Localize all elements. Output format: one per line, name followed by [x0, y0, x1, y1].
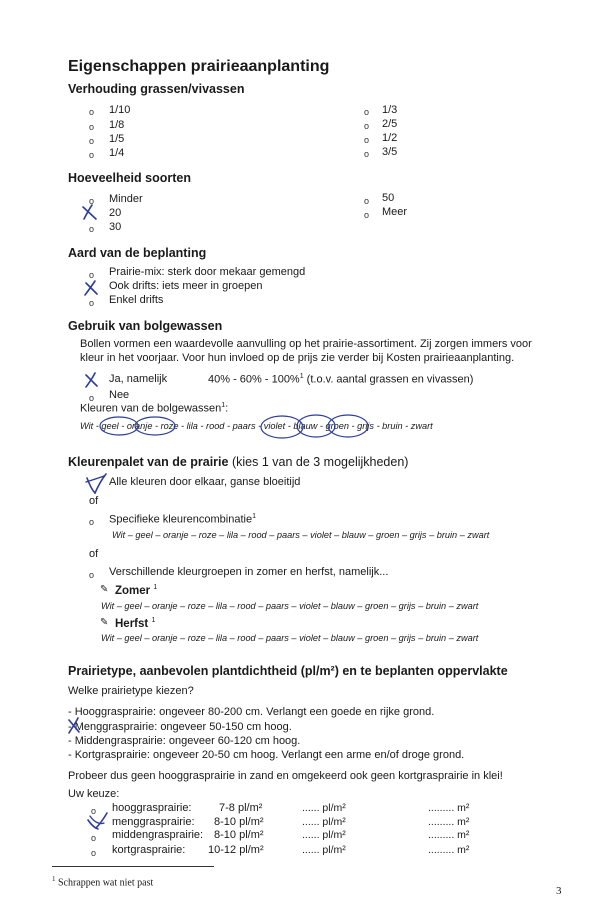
- prairie-type-line: - Kortgrasprairie: ongeveer 20-50 cm hoog. Verlangt een arme en/of droge grond.: [68, 749, 465, 761]
- autumn-colors: Wit – geel – oranje – roze – lila – rood – paars – violet – blauw – groen – grijs – bruin – zwart: [101, 633, 479, 643]
- choice-density: 8-10 pl/m²: [214, 816, 264, 828]
- species-option: Meer: [382, 206, 408, 218]
- ratio-option: 3/5: [382, 146, 398, 158]
- radio-bullet[interactable]: o: [91, 848, 97, 858]
- choice-density: 7-8 pl/m²: [219, 802, 263, 814]
- bulbs-colors-label: Kleuren van de bolgewassen$^1$:: [80, 402, 229, 415]
- checkmark-icon: [86, 474, 106, 493]
- radio-bullet[interactable]: o: [89, 570, 95, 580]
- prairie-type-line: - Middengrasprairie: ongeveer 60-120 cm hoog.: [68, 735, 301, 747]
- bulbs-paragraph-line: Bollen vormen een waardevolle aanvulling op het prairie-assortiment. Zij zorgen immers voor: [80, 338, 532, 350]
- ratio-option: 1/3: [382, 104, 398, 116]
- species-option: 30: [109, 221, 122, 233]
- choice-density-input[interactable]: ...... pl/m²: [302, 844, 346, 856]
- choice-area-input[interactable]: ......... m²: [428, 829, 470, 841]
- choice-area-input[interactable]: ......... m²: [428, 802, 470, 814]
- checkmark-icon: [83, 205, 96, 219]
- species-option: 20: [109, 207, 122, 219]
- species-heading: Hoeveelheid soorten: [68, 171, 191, 185]
- radio-bullet[interactable]: o: [89, 196, 95, 206]
- choice-label: Uw keuze:: [68, 788, 120, 800]
- or-separator: of: [89, 495, 99, 507]
- palette-option-all: Alle kleuren door elkaar, ganse bloeitijd: [109, 476, 301, 488]
- radio-bullet[interactable]: o: [364, 135, 370, 145]
- ratio-option: 2/5: [382, 118, 398, 130]
- choice-area-input[interactable]: ......... m²: [428, 844, 470, 856]
- page-number: 3: [556, 885, 562, 897]
- bulbs-no-label: Nee: [109, 389, 130, 401]
- bulbs-yes-values: 40% - 60% - 100%$^1$ (t.o.v. aantal grassen en vivassen): [208, 373, 474, 386]
- radio-bullet[interactable]: o: [89, 224, 95, 234]
- ratio-option: 1/4: [109, 147, 125, 159]
- choice-density: 10-12 pl/m²: [208, 844, 264, 856]
- palette-specific-colors: Wit – geel – oranje – roze – lila – rood – paars – violet – blauw – groen – grijs – bruin – zwart: [112, 530, 490, 540]
- ratio-heading: Verhouding grassen/vivassen: [68, 82, 245, 96]
- radio-bullet[interactable]: o: [364, 121, 370, 131]
- species-option: 50: [382, 192, 395, 204]
- choice-density-input[interactable]: ...... pl/m²: [302, 816, 346, 828]
- radio-bullet[interactable]: o: [91, 833, 97, 843]
- bulbs-yes-label: Ja, namelijk: [109, 373, 168, 385]
- prairie-type-question: Welke prairietype kiezen?: [68, 685, 194, 697]
- choice-name: kortgrasprairie:: [112, 844, 186, 856]
- species-option: Minder: [109, 193, 143, 205]
- radio-bullet[interactable]: o: [89, 136, 95, 146]
- autumn-label: Herfst $^1$: [115, 617, 156, 630]
- bulbs-paragraph-line: kleur in het voorjaar. Voor hun invloed op de prijs zie verder bij Kosten prairieaanplanting.: [80, 352, 515, 364]
- radio-bullet[interactable]: o: [89, 270, 95, 280]
- checkmark-icon: [86, 373, 97, 387]
- pencil-icon: ✎: [100, 617, 109, 628]
- radio-bullet[interactable]: o: [89, 298, 95, 308]
- checkmark-icon: [85, 281, 97, 295]
- page-title: Eigenschappen prairieaanplanting: [68, 58, 330, 75]
- planting-option: Enkel drifts: [109, 294, 164, 306]
- radio-bullet[interactable]: o: [89, 150, 95, 160]
- choice-density-input[interactable]: ...... pl/m²: [302, 802, 346, 814]
- choice-area-input[interactable]: ......... m²: [428, 816, 470, 828]
- choice-name: middengrasprairie:: [112, 829, 204, 841]
- prairie-type-line: - Menggrasprairie: ongeveer 50-150 cm hoog.: [68, 721, 292, 733]
- or-separator: of: [89, 548, 99, 560]
- choice-density-input[interactable]: ...... pl/m²: [302, 829, 346, 841]
- prairie-type-line: - Hooggrasprairie: ongeveer 80-200 cm. Verlangt een goede en rijke grond.: [68, 706, 435, 718]
- prairie-type-heading: Prairietype, aanbevolen plantdichtheid (pl/m²) en te beplanten oppervlakte: [68, 664, 508, 678]
- ratio-option: 1/5: [109, 133, 125, 145]
- planting-option: Ook drifts: iets meer in groepen: [109, 280, 263, 292]
- footnote-divider: [52, 866, 214, 867]
- planting-option: Prairie-mix: sterk door mekaar gemengd: [109, 266, 306, 278]
- bulbs-heading: Gebruik van bolgewassen: [68, 319, 223, 333]
- ratio-option: 1/8: [109, 119, 125, 131]
- radio-bullet[interactable]: o: [89, 517, 95, 527]
- radio-bullet[interactable]: o: [89, 122, 95, 132]
- radio-bullet[interactable]: o: [89, 393, 95, 403]
- choice-density: 8-10 pl/m²: [214, 829, 264, 841]
- summer-label: Zomer $^1$: [115, 584, 158, 597]
- planting-heading: Aard van de beplanting: [68, 246, 207, 260]
- palette-option-specific: Specifieke kleurencombinatie$^1$: [109, 513, 256, 526]
- radio-bullet[interactable]: o: [364, 107, 370, 117]
- radio-bullet[interactable]: o: [364, 196, 370, 206]
- palette-option-seasonal: Verschillende kleurgroepen in zomer en herfst, namelijk...: [109, 566, 389, 578]
- choice-name: hooggrasprairie:: [112, 802, 192, 814]
- pencil-icon: ✎: [100, 584, 109, 595]
- radio-bullet[interactable]: o: [364, 210, 370, 220]
- radio-bullet[interactable]: o: [89, 107, 95, 117]
- summer-colors: Wit – geel – oranje – roze – lila – rood – paars – violet – blauw – groen – grijs – bruin – zwart: [101, 601, 479, 611]
- palette-heading: Kleurenpalet van de prairie (kies 1 van de 3 mogelijkheden): [68, 455, 409, 469]
- ratio-option: 1/10: [109, 104, 131, 116]
- radio-bullet[interactable]: o: [91, 806, 97, 816]
- footnote: $^1$ Schrappen wat niet past: [52, 875, 154, 889]
- bulbs-color-options: Wit - geel - oranje - roze - lila - rood - paars - violet - blauw - groen - grijs - bruin - zwart: [80, 421, 433, 431]
- ratio-option: 1/2: [382, 132, 398, 144]
- radio-bullet[interactable]: o: [364, 149, 370, 159]
- choice-name: menggrasprairie:: [112, 816, 195, 828]
- prairie-type-advice: Probeer dus geen hooggrasprairie in zand en omgekeerd ook geen kortgrasprairie in klei!: [68, 770, 503, 782]
